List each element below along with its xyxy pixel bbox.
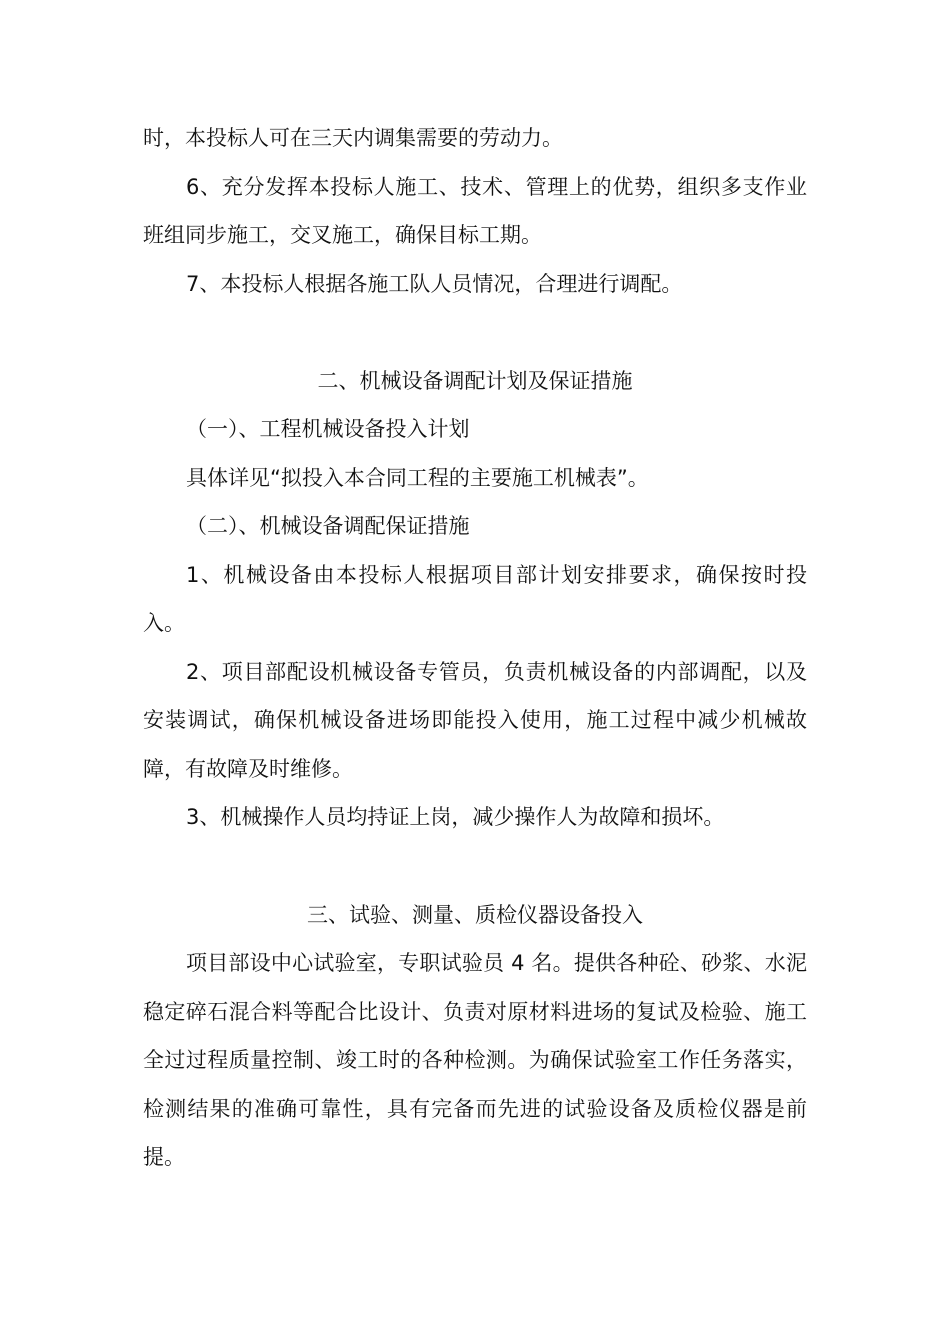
section-heading-3: 三、试验、测量、质检仪器设备投入 <box>307 902 643 927</box>
paragraph-machine-item-2: 2、项目部配设机械设备专管员，负责机械设备的内部调配，以及安装调试，确保机械设备进场即能投入使用，施工过程中减少机械故障，有故障及时维修。 <box>143 659 807 781</box>
document-body <box>143 114 807 1182</box>
paragraph-item-7: 7、本投标人根据各施工队人员情况，合理进行调配。 <box>186 271 683 296</box>
paragraph-lab-description: 项目部设中心试验室，专职试验员 4 名。提供各种砼、砂浆、水泥稳定碎石混合料等配合比设计、负责对原材料进场的复试及检验、施工全过过程质量控制、竣工时的各种检测。为确保试验室工作任务落实，检测结果的准确可靠性，具有完备而先进的试验设备及质检仪器是前提。 <box>143 951 807 1169</box>
paragraph-machine-item-1: 1、机械设备由本投标人根据项目部计划安排要求，确保按时投入。 <box>143 562 807 635</box>
paragraph-machine-item-3: 3、机械操作人员均持证上岗，减少操作人为故障和损坏。 <box>186 805 725 829</box>
subheading-2-1: （一）、工程机械设备投入计划 <box>186 417 470 441</box>
section-spacer <box>143 842 807 891</box>
section-heading-2: 二、机械设备调配计划及保证措施 <box>317 368 633 393</box>
paragraph-detail-reference: 具体详见“拟投入本合同工程的主要施工机械表”。 <box>186 465 649 490</box>
subheading-2-2: （二）、机械设备调配保证措施 <box>186 514 470 538</box>
paragraph-item-6: 6、充分发挥本投标人施工、技术、管理上的优势，组织多支作业班组同步施工，交叉施工，确保目标工期。 <box>143 174 807 247</box>
section-spacer <box>143 308 807 357</box>
paragraph-continuation: 时，本投标人可在三天内调集需要的劳动力。 <box>143 126 563 150</box>
